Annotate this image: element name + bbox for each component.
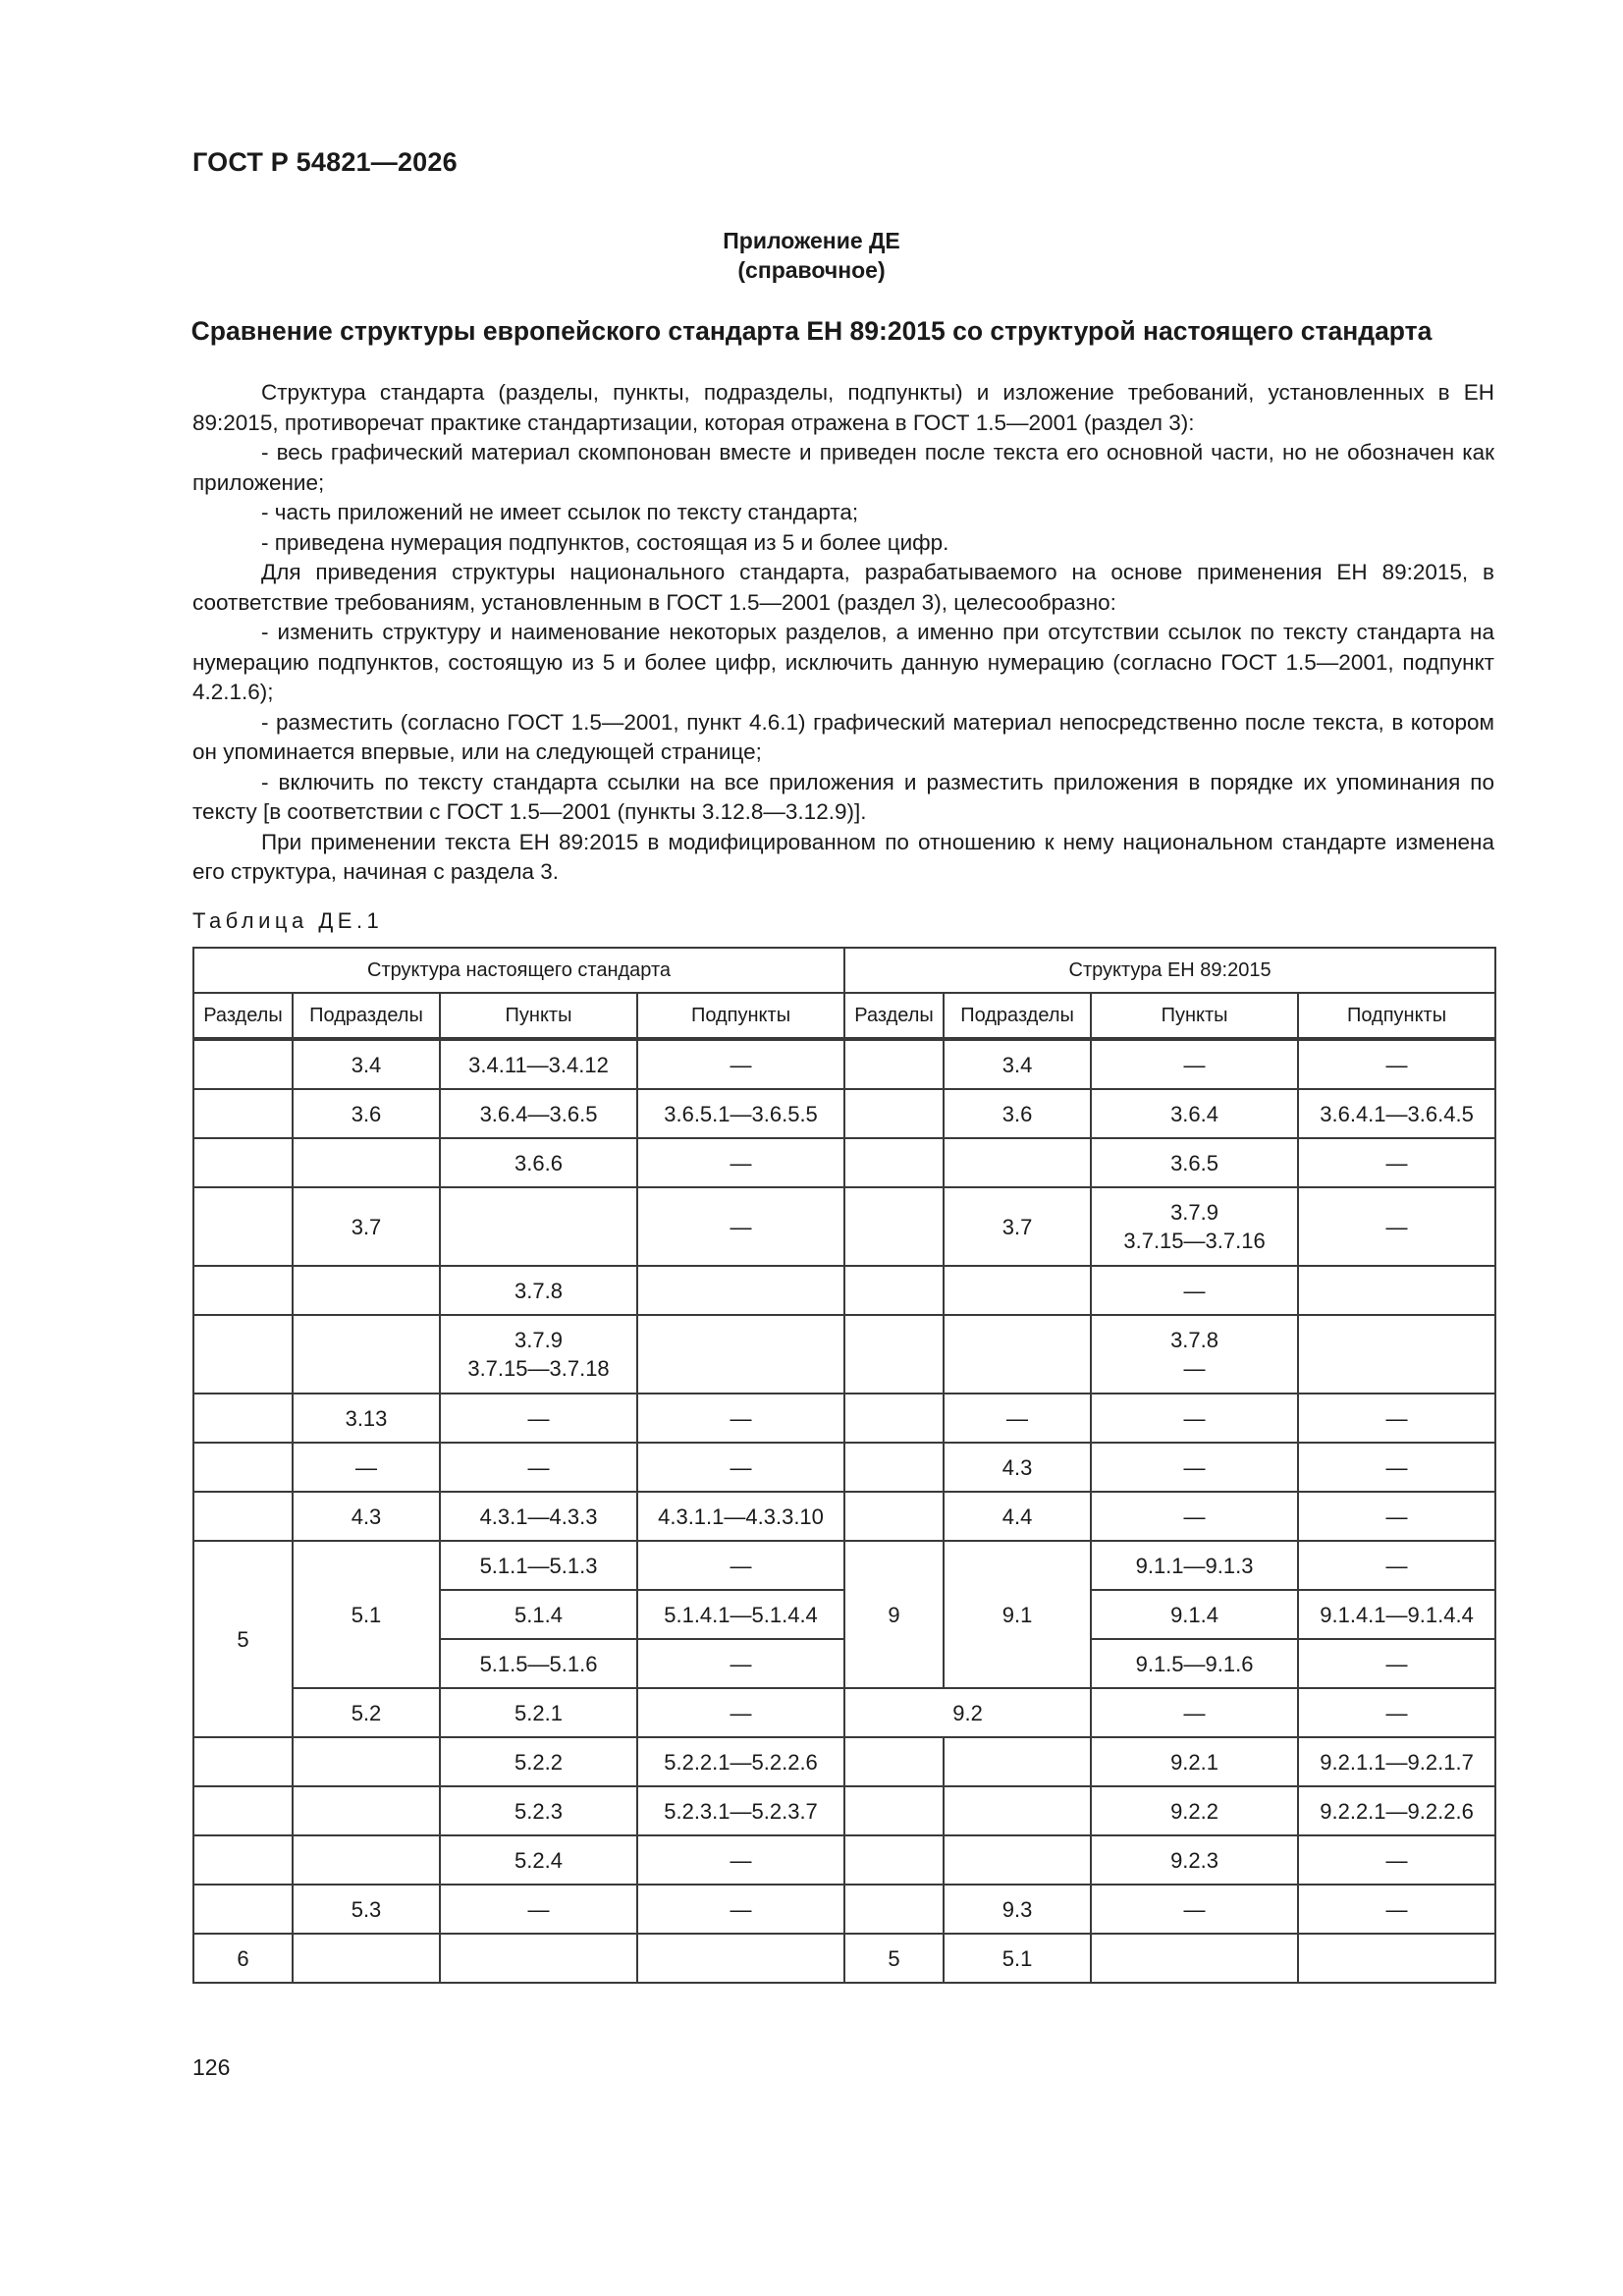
table-cell: — <box>637 1688 844 1737</box>
paragraph: - включить по тексту стандарта ссылки на все приложения и разместить приложения в порядке их упоминания по тексту [в соответствии с ГОСТ 1.5—2001 (пункты 3.12.8—3.12.9)]. <box>192 769 1494 824</box>
table-cell <box>1298 1934 1495 1983</box>
table-cell: 3.7.8 — <box>1091 1315 1298 1394</box>
table-row <box>193 1688 1495 1737</box>
table-row <box>193 1492 1495 1541</box>
table-cell <box>844 1187 944 1266</box>
column-header: Подпункты <box>1298 993 1495 1039</box>
page-number: 126 <box>192 2054 231 2080</box>
table-cell: 3.7.8 <box>440 1266 637 1315</box>
table-cell: 3.13 <box>293 1394 440 1443</box>
table-cell: — <box>1298 1688 1495 1737</box>
table-cell <box>193 1089 293 1138</box>
table-cell <box>944 1266 1091 1315</box>
table-cell: — <box>1091 1492 1298 1541</box>
annex-title: Приложение ДЕ <box>723 228 900 253</box>
table-cell <box>844 1443 944 1492</box>
column-header: Подразделы <box>293 993 440 1039</box>
table-cell: — <box>1298 1138 1495 1187</box>
table-cell <box>844 1737 944 1786</box>
table-cell: 5.1.4 <box>440 1590 637 1639</box>
table-cell <box>844 1492 944 1541</box>
table-cell: 3.7 <box>944 1187 1091 1266</box>
table-row <box>193 1266 1495 1315</box>
table-cell <box>193 1394 293 1443</box>
table-cell: — <box>1298 1039 1495 1089</box>
table-cell <box>293 1266 440 1315</box>
table-cell: 4.3.1—4.3.3 <box>440 1492 637 1541</box>
table-cell: 5.2.2 <box>440 1737 637 1786</box>
table-row <box>193 1835 1495 1885</box>
body-text <box>192 378 1494 888</box>
table-cell: 9.2.3 <box>1091 1835 1298 1885</box>
table-cell: — <box>637 1541 844 1590</box>
table-row <box>193 1885 1495 1934</box>
paragraph: - часть приложений не имеет ссылок по тексту стандарта; <box>261 500 859 524</box>
table-row <box>193 1187 1495 1266</box>
table-cell: — <box>1298 1835 1495 1885</box>
paragraph: Для приведения структуры национального стандарта, разрабатываемого на основе применения ЕН 89:2015, в соответствие требованиям, установленным в ГОСТ 1.5—2001 (раздел 3), целесообразно: <box>192 560 1494 615</box>
table-cell <box>440 1187 637 1266</box>
table-cell <box>637 1266 844 1315</box>
table-cell <box>193 1443 293 1492</box>
table-cell: 5.1 <box>293 1541 440 1688</box>
table-row <box>193 1786 1495 1835</box>
table-cell: — <box>637 1039 844 1089</box>
table-cell <box>944 1786 1091 1835</box>
table-cell <box>193 1786 293 1835</box>
table-cell <box>293 1315 440 1394</box>
document-title: Сравнение структуры европейского стандарта ЕН 89:2015 со структурой настоящего стандарта <box>190 316 1433 346</box>
table-cell: 5.3 <box>293 1885 440 1934</box>
table-cell: 6 <box>193 1934 293 1983</box>
table-row <box>193 1541 1495 1590</box>
table-cell: 9.1.4 <box>1091 1590 1298 1639</box>
table-cell: 5 <box>844 1934 944 1983</box>
table-cell: 3.6 <box>293 1089 440 1138</box>
table-cell: — <box>637 1187 844 1266</box>
group-header-national: Структура настоящего стандарта <box>193 948 844 993</box>
table-cell: — <box>1298 1443 1495 1492</box>
table-cell: — <box>293 1443 440 1492</box>
table-cell <box>193 1266 293 1315</box>
paragraph: - приведена нумерация подпунктов, состоящая из 5 и более цифр. <box>261 529 949 555</box>
table-cell <box>1298 1315 1495 1394</box>
table-cell <box>844 1786 944 1835</box>
table-row <box>193 1934 1495 1983</box>
table-cell: 4.3 <box>293 1492 440 1541</box>
table-cell <box>440 1934 637 1983</box>
table-cell: 9.1 <box>944 1541 1091 1688</box>
table-cell: 9.1.5—9.1.6 <box>1091 1639 1298 1688</box>
table-cell <box>1298 1266 1495 1315</box>
table-cell: 9.2.1 <box>1091 1737 1298 1786</box>
table-cell <box>193 1315 293 1394</box>
table-cell: — <box>637 1835 844 1885</box>
table-cell: — <box>440 1394 637 1443</box>
table-cell: 3.7.9 3.7.15—3.7.16 <box>1091 1187 1298 1266</box>
table-cell: — <box>637 1885 844 1934</box>
table-cell: — <box>1298 1394 1495 1443</box>
column-header: Пункты <box>1091 993 1298 1039</box>
table-cell <box>193 1187 293 1266</box>
table-cell <box>193 1885 293 1934</box>
table-cell <box>944 1315 1091 1394</box>
table-row <box>193 1737 1495 1786</box>
table-cell <box>193 1039 293 1089</box>
table-cell: 4.4 <box>944 1492 1091 1541</box>
table-cell <box>844 1394 944 1443</box>
paragraph: - изменить структуру и наименование некоторых разделов, а именно при отсутствии ссылок по тексту стандарта на нумерацию подпунктов, состоящую из 5 и более цифр, исключить данную нумерацию (согласно ГОСТ 1.5—2001, подпункт 4.2.1.6); <box>192 620 1494 704</box>
table-cell: 5.2.1 <box>440 1688 637 1737</box>
table-cell: 3.6.5.1—3.6.5.5 <box>637 1089 844 1138</box>
table-cell: 9.2 <box>844 1688 1091 1737</box>
paragraph: - весь графический материал скомпонован вместе и приведен после текста его основной части, но не обозначен как приложение; <box>192 440 1494 495</box>
table-cell: 5.2.3.1—5.2.3.7 <box>637 1786 844 1835</box>
table-cell: 3.6 <box>944 1089 1091 1138</box>
table-cell <box>293 1786 440 1835</box>
document-code-header: ГОСТ Р 54821—2026 <box>192 147 458 177</box>
table-cell <box>637 1934 844 1983</box>
table-cell: — <box>440 1443 637 1492</box>
table-cell <box>944 1737 1091 1786</box>
table-cell <box>193 1138 293 1187</box>
table-cell: — <box>637 1394 844 1443</box>
table-row <box>193 1315 1495 1394</box>
table-cell <box>1091 1934 1298 1983</box>
table-cell: — <box>440 1885 637 1934</box>
table-cell: 3.6.4 <box>1091 1089 1298 1138</box>
table-cell: 5.1 <box>944 1934 1091 1983</box>
table-cell: 3.7 <box>293 1187 440 1266</box>
table-cell: — <box>1298 1885 1495 1934</box>
table-cell: 3.6.6 <box>440 1138 637 1187</box>
table-cell: 5.2.3 <box>440 1786 637 1835</box>
table-cell: — <box>637 1443 844 1492</box>
table-cell: 4.3 <box>944 1443 1091 1492</box>
table-caption: Таблица ДЕ.1 <box>192 908 384 933</box>
table-cell <box>844 1315 944 1394</box>
table-cell <box>193 1492 293 1541</box>
table-cell: 5.1.4.1—5.1.4.4 <box>637 1590 844 1639</box>
table-row <box>193 1138 1495 1187</box>
column-header: Подпункты <box>637 993 844 1039</box>
table-cell: 5 <box>193 1541 293 1737</box>
column-header: Пункты <box>440 993 637 1039</box>
column-header: Подразделы <box>944 993 1091 1039</box>
table-cell: 9.1.4.1—9.1.4.4 <box>1298 1590 1495 1639</box>
table-cell <box>844 1039 944 1089</box>
table-cell: — <box>1298 1541 1495 1590</box>
table-cell: 3.6.4—3.6.5 <box>440 1089 637 1138</box>
table-cell <box>844 1885 944 1934</box>
table-cell: — <box>637 1639 844 1688</box>
table-cell: — <box>637 1138 844 1187</box>
table-cell: 5.2.4 <box>440 1835 637 1885</box>
table-cell: 3.6.4.1—3.6.4.5 <box>1298 1089 1495 1138</box>
annex-type: (справочное) <box>737 257 886 283</box>
table-cell <box>844 1138 944 1187</box>
table-cell: 3.4 <box>293 1039 440 1089</box>
table-cell: 4.3.1.1—4.3.3.10 <box>637 1492 844 1541</box>
paragraph: Структура стандарта (разделы, пункты, подразделы, подпункты) и изложение требований, установленных в ЕН 89:2015, противоречат практике стандартизации, которая отражена в ГОСТ 1.5—2001 (раздел 3): <box>192 380 1494 435</box>
table-cell: — <box>1091 1266 1298 1315</box>
table-cell: 9 <box>844 1541 944 1688</box>
table-cell: 9.2.2.1—9.2.2.6 <box>1298 1786 1495 1835</box>
table-cell: — <box>1298 1187 1495 1266</box>
table-cell: — <box>1298 1639 1495 1688</box>
table-cell: 9.2.2 <box>1091 1786 1298 1835</box>
table-cell: — <box>944 1394 1091 1443</box>
table-cell: 3.7.9 3.7.15—3.7.18 <box>440 1315 637 1394</box>
table-cell <box>293 1934 440 1983</box>
table-cell <box>844 1266 944 1315</box>
table-cell <box>637 1315 844 1394</box>
table-cell: — <box>1091 1688 1298 1737</box>
table-cell <box>944 1138 1091 1187</box>
table-cell <box>844 1835 944 1885</box>
table-cell: 5.1.5—5.1.6 <box>440 1639 637 1688</box>
table-cell <box>193 1737 293 1786</box>
table-cell: — <box>1091 1443 1298 1492</box>
table-cell: — <box>1091 1394 1298 1443</box>
paragraph: - разместить (согласно ГОСТ 1.5—2001, пункт 4.6.1) графический материал непосредственно после текста, в котором он упоминается впервые, или на следующей странице; <box>192 709 1494 764</box>
table-row <box>193 1089 1495 1138</box>
table-cell: 3.6.5 <box>1091 1138 1298 1187</box>
table-cell <box>293 1737 440 1786</box>
table-cell: 5.2.2.1—5.2.2.6 <box>637 1737 844 1786</box>
table-cell: 9.2.1.1—9.2.1.7 <box>1298 1737 1495 1786</box>
table-cell: 5.1.1—5.1.3 <box>440 1541 637 1590</box>
table-cell: — <box>1298 1492 1495 1541</box>
table-cell: — <box>1091 1885 1298 1934</box>
table-cell <box>944 1835 1091 1885</box>
table-cell: 9.1.1—9.1.3 <box>1091 1541 1298 1590</box>
table-cell: 3.4 <box>944 1039 1091 1089</box>
table-row <box>193 1394 1495 1443</box>
paragraph: При применении текста ЕН 89:2015 в модифицированном по отношению к нему национальном стандарте изменена его структура, начиная с раздела 3. <box>192 829 1494 884</box>
table-cell: — <box>1091 1039 1298 1089</box>
structure-comparison-table <box>192 947 1496 1984</box>
table-row <box>193 1039 1495 1089</box>
table-cell: 5.2 <box>293 1688 440 1737</box>
table-row <box>193 1443 1495 1492</box>
table-cell <box>293 1835 440 1885</box>
table-cell <box>844 1089 944 1138</box>
group-header-en: Структура ЕН 89:2015 <box>844 948 1495 993</box>
column-header: Разделы <box>193 993 293 1039</box>
table-cell: 9.3 <box>944 1885 1091 1934</box>
table-cell: 3.4.11—3.4.12 <box>440 1039 637 1089</box>
table-cell <box>293 1138 440 1187</box>
column-header: Разделы <box>844 993 944 1039</box>
table-cell <box>193 1835 293 1885</box>
